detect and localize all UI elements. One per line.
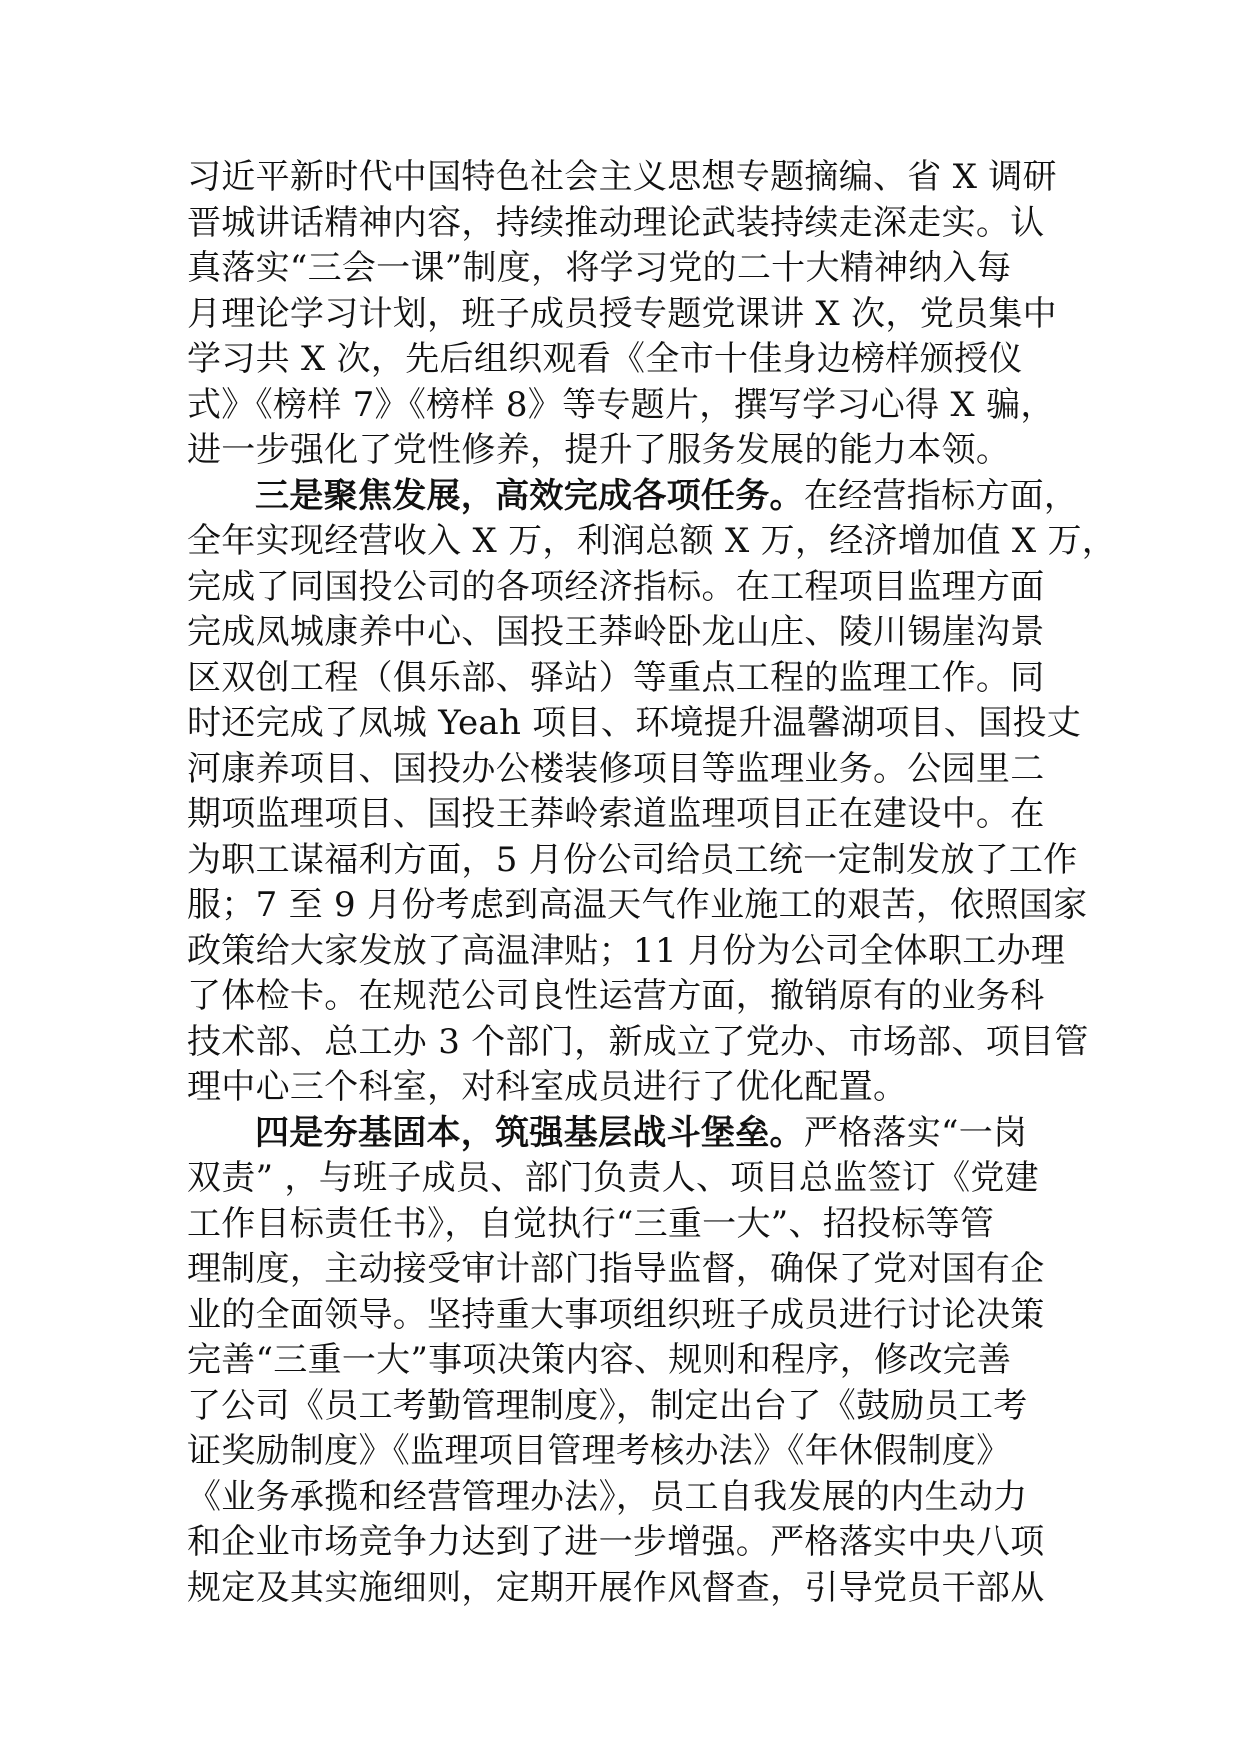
text-line: 为职工谋福利方面，5 月份公司给员工统一定制发放了工作 <box>187 839 1078 880</box>
text-line: 全年实现经营收入 X 万，利润总额 X 万，经济增加值 X 万， <box>187 521 1117 561</box>
text-line: 证奖励制度》《监理项目管理考核办法》《年休假制度》 <box>187 1431 1011 1471</box>
text-line: 月理论学习计划，班子成员授专题党课讲 X 次，党员集中 <box>187 293 1057 334</box>
text-line: 期项监理项目、国投王莽岭索道监理项目正在建设中。在 <box>187 794 1045 834</box>
text-line: 习近平新时代中国特色社会主义思想专题摘编、省 X 调研 <box>187 157 1057 197</box>
text-line: 晋城讲话精神内容，持续推动理论武装持续走深走实。认 <box>187 202 1045 243</box>
text-line: 式》《榜样 7》《榜样 8》等专题片，撰写学习心得 X 骗， <box>187 384 1055 425</box>
text-line: 时还完成了凤城 Yeah 项目、环境提升温馨湖项目、国投丈 <box>187 703 1082 743</box>
paragraph-foundation <box>187 1111 1067 1612</box>
text-line: 双责” ，与班子成员、部门负责人、项目总监签订《党建 <box>187 1158 1039 1198</box>
document-body <box>187 155 1117 1611</box>
text-line: 真落实“三会一课”制度，将学习党的二十大精神纳入每 <box>187 248 1012 288</box>
text-line: 技术部、总工办 3 个部门，新成立了党办、市场部、项目管 <box>187 1021 1089 1062</box>
heading-trailing-text: 严格落实“一岗 <box>803 1112 1028 1153</box>
text-line: 《业务承揽和经营管理办法》，员工自我发展的内生动力 <box>187 1476 1028 1517</box>
section-heading: 三是聚焦发展，高效完成各项任务。 <box>255 475 804 516</box>
text-line: 理中心三个科室，对科室成员进行了优化配置。 <box>187 1067 908 1107</box>
paragraph-first-line <box>187 474 1079 520</box>
heading-trailing-text: 在经营指标方面， <box>803 475 1079 516</box>
text-line: 规定及其实施细则，定期开展作风督查，引导党员干部从 <box>187 1567 1045 1608</box>
text-line: 工作目标责任书》，自觉执行“三重一大”、招投标等管 <box>187 1203 995 1244</box>
text-line: 了公司《员工考勤管理制度》，制定出台了《鼓励员工考 <box>187 1385 1028 1426</box>
text-line: 学习共 X 次，先后组织观看《全市十佳身边榜样颁授仪 <box>187 339 1023 379</box>
text-line: 完善“三重一大”事项决策内容、规则和程序，修改完善 <box>187 1340 1012 1380</box>
paragraph-first-line <box>187 1111 1067 1157</box>
text-line: 完成凤城康养中心、国投王莽岭卧龙山庄、陵川锡崖沟景 <box>187 612 1045 652</box>
text-line: 理制度，主动接受审计部门指导监督，确保了党对国有企 <box>187 1249 1045 1289</box>
text-line: 区双创工程（俱乐部、驿站）等重点工程的监理工作。同 <box>187 657 1045 698</box>
text-line: 河康养项目、国投办公楼装修项目等监理业务。公园里二 <box>187 748 1045 789</box>
text-line: 进一步强化了党性修养，提升了服务发展的能力本领。 <box>187 430 1011 470</box>
text-line: 完成了同国投公司的各项经济指标。在工程项目监理方面 <box>187 566 1045 607</box>
section-heading: 四是夯基固本，筑强基层战斗堡垒。 <box>255 1112 804 1153</box>
text-line: 服；7 至 9 月份考虑到高温天气作业施工的艰苦，依照国家 <box>187 885 1088 925</box>
paragraph-development <box>187 474 1117 1111</box>
text-line: 业的全面领导。坚持重大事项组织班子成员进行讨论决策 <box>187 1294 1045 1335</box>
text-line: 和企业市场竞争力达到了进一步增强。严格落实中央八项 <box>187 1522 1045 1562</box>
text-line: 了体检卡。在规范公司良性运营方面，撤销原有的业务科 <box>187 976 1045 1016</box>
text-line: 政策给大家发放了高温津贴；11 月份为公司全体职工办理 <box>187 930 1066 971</box>
paragraph-study <box>187 155 1067 474</box>
